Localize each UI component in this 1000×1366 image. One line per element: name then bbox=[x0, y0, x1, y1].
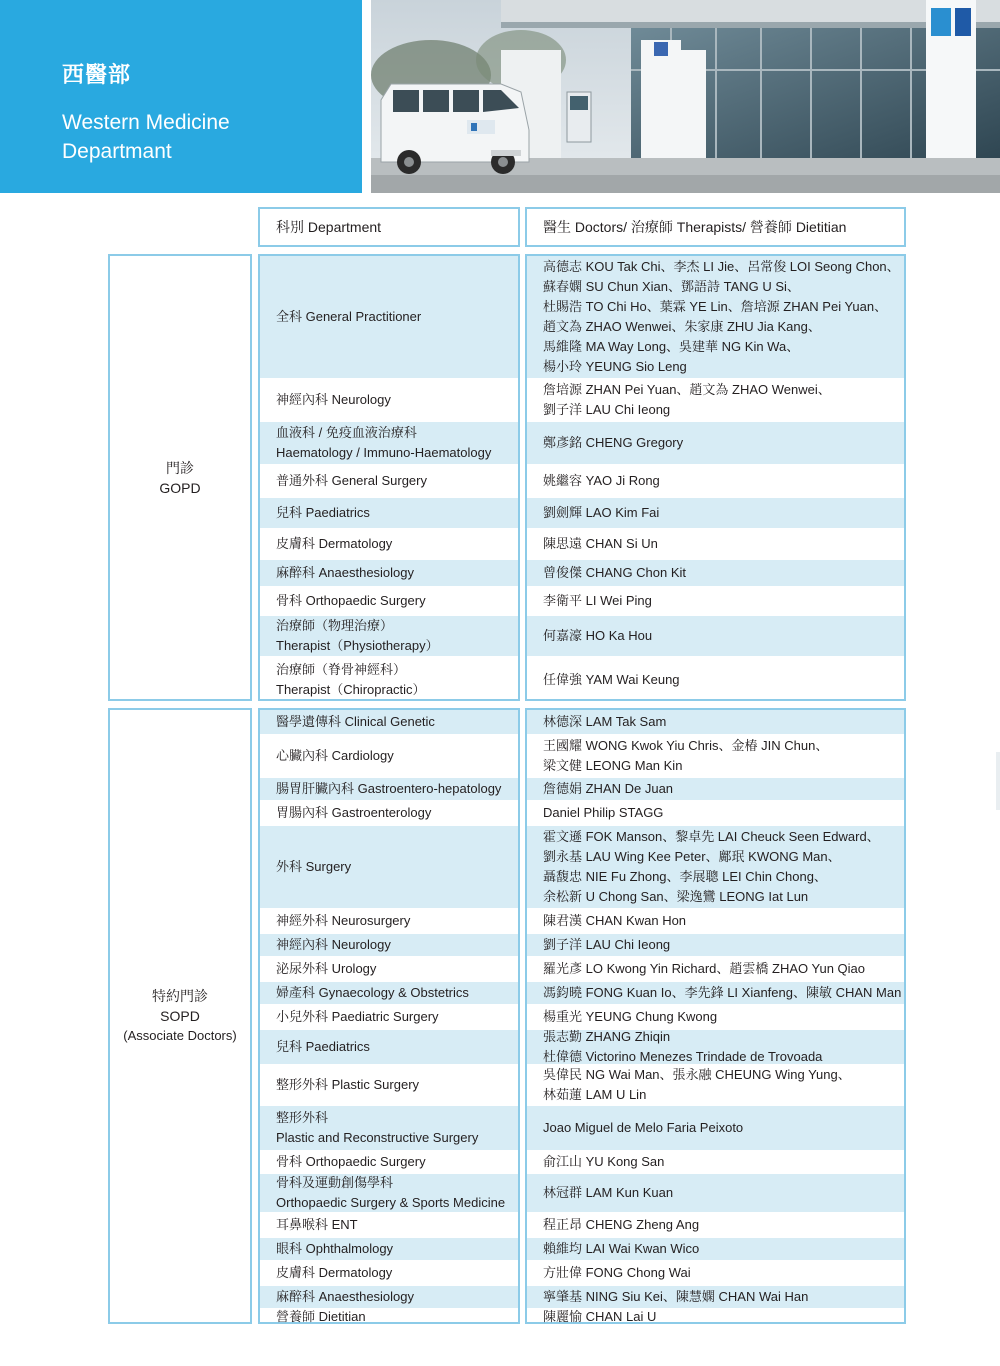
doctor-text bbox=[543, 1287, 808, 1307]
department-text bbox=[276, 1108, 478, 1148]
doctor-row bbox=[527, 1066, 904, 1104]
doctor-line: 霍文遜 FOK Manson、黎卓先 LAI Cheuck Seen Edward、 bbox=[543, 829, 880, 844]
doctor-row bbox=[527, 1152, 904, 1172]
department-text bbox=[276, 471, 427, 491]
doctor-line: 林德深 LAM Tak Sam bbox=[543, 714, 667, 729]
department-row bbox=[260, 1106, 518, 1150]
department-row bbox=[260, 982, 518, 1004]
doctor-text bbox=[543, 1215, 699, 1235]
department-text bbox=[276, 616, 439, 656]
department-line: 治療師（物理治療） bbox=[276, 618, 394, 633]
department-row bbox=[260, 616, 518, 656]
gopd-department-column bbox=[258, 254, 520, 701]
department-row bbox=[260, 1310, 518, 1324]
doctor-text bbox=[543, 626, 652, 646]
department-text bbox=[276, 803, 431, 823]
doctor-text bbox=[543, 433, 683, 453]
department-line: 營養師 Dietitian bbox=[276, 1309, 366, 1324]
doctors-column-header: 醫生 Doctors/ 治療師 Therapists/ 營養師 Dietitian bbox=[525, 207, 906, 247]
department-row bbox=[260, 422, 518, 464]
doctor-row bbox=[527, 1030, 904, 1064]
group-label-chinese: 門診 bbox=[166, 459, 194, 476]
doctor-text bbox=[543, 712, 666, 732]
doctor-row bbox=[527, 1238, 904, 1260]
department-line: Plastic and Reconstructive Surgery bbox=[276, 1130, 479, 1145]
doctor-line: 任偉強 YAM Wai Keung bbox=[543, 671, 680, 687]
department-row bbox=[260, 560, 518, 586]
doctor-row bbox=[527, 380, 904, 420]
doctor-line: 梁文健 LEONG Man Kin bbox=[543, 758, 683, 773]
doctor-text bbox=[543, 257, 900, 377]
department-line: 治療師（脊骨神經科） bbox=[276, 661, 407, 677]
department-line: 外科 Surgery bbox=[276, 859, 352, 874]
doctor-line: 劉劍輝 LAO Kim Fai bbox=[543, 505, 660, 520]
department-line: 皮膚科 Dermatology bbox=[276, 536, 393, 551]
department-row bbox=[260, 1030, 518, 1064]
doctor-text bbox=[543, 983, 901, 1003]
department-text bbox=[276, 660, 426, 700]
doctor-line: 馬維隆 MA Way Long、吳建華 NG Kin Wa、 bbox=[543, 339, 800, 354]
doctor-text bbox=[543, 1263, 691, 1283]
department-row bbox=[260, 1262, 518, 1284]
hero-title-english bbox=[62, 108, 342, 166]
department-text bbox=[276, 1287, 414, 1307]
doctor-line: 林茹蓮 LAM U Lin bbox=[543, 1087, 647, 1102]
department-text bbox=[276, 1215, 358, 1235]
department-row bbox=[260, 1006, 518, 1028]
doctor-row bbox=[527, 982, 904, 1004]
department-line: 神經外科 Neurosurgery bbox=[276, 913, 411, 928]
doctor-row bbox=[527, 466, 904, 496]
doctor-line: 聶馥忠 NIE Fu Zhong、李展聰 LEI Chin Chong、 bbox=[543, 869, 827, 884]
hospital-entrance-illustration bbox=[371, 0, 1000, 193]
doctor-line: 王國耀 WONG Kwok Yiu Chris、金椿 JIN Chun、 bbox=[543, 738, 829, 753]
department-row bbox=[260, 778, 518, 800]
department-text bbox=[276, 911, 410, 931]
department-row bbox=[260, 658, 518, 701]
department-line: Therapist（Chiropractic） bbox=[276, 681, 426, 697]
doctor-text bbox=[543, 1027, 822, 1067]
group-label-chinese: 特約門診 bbox=[152, 988, 208, 1004]
doctor-line: 蘇春嫻 SU Chun Xian、鄧語詩 TANG U Si、 bbox=[543, 279, 800, 294]
doctor-row bbox=[527, 588, 904, 614]
department-row bbox=[260, 1286, 518, 1308]
department-text bbox=[276, 563, 414, 583]
doctor-text bbox=[543, 380, 831, 420]
doctor-line: 何嘉濠 HO Ka Hou bbox=[543, 628, 653, 643]
department-row bbox=[260, 1066, 518, 1104]
doctor-line: 陳麗愉 CHAN Lai U bbox=[543, 1309, 657, 1324]
doctor-line: 寧肇基 NING Siu Kei、陳慧嫻 CHAN Wai Han bbox=[543, 1289, 809, 1304]
department-line: 皮膚科 Dermatology bbox=[276, 1265, 393, 1280]
doctor-row bbox=[527, 1214, 904, 1236]
doctor-line: 詹德娟 ZHAN De Juan bbox=[543, 781, 674, 796]
department-text bbox=[276, 307, 421, 327]
doctor-line: 余松新 U Chong San、梁逸鸞 LEONG Iat Lun bbox=[543, 889, 809, 904]
department-row bbox=[260, 934, 518, 956]
doctor-line: 陳君漢 CHAN Kwan Hon bbox=[543, 913, 687, 928]
department-line: 泌尿外科 Urology bbox=[276, 961, 377, 976]
department-line: 心臟內科 Cardiology bbox=[276, 748, 394, 763]
doctor-row bbox=[527, 658, 904, 701]
department-line: 麻醉科 Anaesthesiology bbox=[276, 1289, 415, 1304]
department-text bbox=[276, 1075, 419, 1095]
doctor-row bbox=[527, 1006, 904, 1028]
hero-title-panel bbox=[0, 0, 362, 193]
doctor-text bbox=[543, 827, 880, 907]
department-text bbox=[276, 959, 376, 979]
department-row bbox=[260, 380, 518, 420]
department-row bbox=[260, 1174, 518, 1212]
doctor-line: 鄭彥銘 CHENG Gregory bbox=[543, 435, 684, 450]
doctor-line: 楊重光 YEUNG Chung Kwong bbox=[543, 1009, 718, 1024]
department-text bbox=[276, 712, 435, 732]
doctor-row bbox=[527, 1310, 904, 1324]
doctor-line: 高德志 KOU Tak Chi、李杰 LI Jie、呂常俊 LOI Seong Chon、 bbox=[543, 259, 900, 274]
department-row bbox=[260, 1152, 518, 1172]
doctor-line: 劉子洋 LAU Chi Ieong bbox=[543, 937, 671, 952]
department-line: 神經內科 Neurology bbox=[276, 392, 391, 407]
department-text bbox=[276, 591, 426, 611]
doctor-text bbox=[543, 1152, 664, 1172]
doctor-row bbox=[527, 958, 904, 980]
department-line: 婦產科 Gynaecology & Obstetrics bbox=[276, 985, 469, 1000]
department-line: 小兒外科 Paediatric Surgery bbox=[276, 1009, 439, 1024]
department-text bbox=[276, 857, 351, 877]
doctor-text bbox=[543, 779, 673, 799]
group-label-note: (Associate Doctors) bbox=[123, 1028, 237, 1043]
doctor-row bbox=[527, 910, 904, 932]
department-text bbox=[276, 1152, 426, 1172]
doctor-line: 張志勤 ZHANG Zhiqin bbox=[543, 1029, 671, 1044]
department-line: 兒科 Paediatrics bbox=[276, 1039, 370, 1054]
department-row bbox=[260, 588, 518, 614]
doctor-line: 方壯偉 FONG Chong Wai bbox=[543, 1265, 691, 1280]
doctor-text bbox=[543, 670, 680, 690]
doctor-row bbox=[527, 736, 904, 776]
doctor-row bbox=[527, 1174, 904, 1212]
department-text bbox=[276, 1263, 392, 1283]
doctor-line: 馮鈞曉 FONG Kuan Io、李先鋒 LI Xianfeng、陳敏 CHAN Man bbox=[543, 985, 902, 1000]
group-label-sopd bbox=[108, 708, 252, 1324]
doctor-line: 趙文為 ZHAO Wenwei、朱家康 ZHU Jia Kang、 bbox=[543, 319, 821, 334]
doctor-line: 曾俊傑 CHANG Chon Kit bbox=[543, 565, 687, 580]
doctor-line: 詹培源 ZHAN Pei Yuan、趙文為 ZHAO Wenwei、 bbox=[543, 382, 831, 397]
hero-title-chinese: 西醫部 bbox=[62, 62, 132, 87]
gopd-doctors-column bbox=[525, 254, 906, 701]
department-row bbox=[260, 466, 518, 496]
department-text bbox=[276, 779, 501, 799]
department-line: 耳鼻喉科 ENT bbox=[276, 1217, 358, 1232]
department-row bbox=[260, 1214, 518, 1236]
department-line: 整形外科 Plastic Surgery bbox=[276, 1077, 420, 1092]
doctor-text bbox=[543, 1118, 743, 1138]
department-row bbox=[260, 530, 518, 558]
department-row bbox=[260, 802, 518, 824]
department-line: 麻醉科 Anaesthesiology bbox=[276, 565, 415, 580]
doctor-text bbox=[543, 471, 660, 491]
department-text bbox=[276, 1007, 439, 1027]
doctor-text bbox=[543, 1183, 673, 1203]
department-line: 眼科 Ophthalmology bbox=[276, 1241, 394, 1256]
doctor-text bbox=[543, 1307, 656, 1327]
doctor-line: 賴維均 LAI Wai Kwan Wico bbox=[543, 1241, 700, 1256]
doctor-text bbox=[543, 803, 663, 823]
sopd-doctors-column bbox=[525, 708, 906, 1324]
department-line: Orthopaedic Surgery & Sports Medicine bbox=[276, 1195, 506, 1210]
hospital-entrance-photo bbox=[371, 0, 1000, 193]
doctor-row bbox=[527, 826, 904, 908]
group-label-english: GOPD bbox=[159, 479, 201, 496]
doctor-text bbox=[543, 591, 652, 611]
doctor-text bbox=[543, 1239, 699, 1259]
doctor-line: 陳思遠 CHAN Si Un bbox=[543, 536, 658, 551]
department-row bbox=[260, 910, 518, 932]
doctor-line: 楊小玲 YEUNG Sio Leng bbox=[543, 359, 687, 374]
doctor-text bbox=[543, 1007, 717, 1027]
doctor-row bbox=[527, 616, 904, 656]
doctor-line: 杜偉德 Victorino Menezes Trindade de Trovoada bbox=[543, 1049, 823, 1064]
doctor-line: 杜賜浩 TO Chi Ho、葉霖 YE Lin、詹培源 ZHAN Pei Yuan、 bbox=[543, 299, 888, 314]
doctor-line: 姚繼容 YAO Ji Rong bbox=[543, 473, 660, 488]
doctor-line: Joao Miguel de Melo Faria Peixoto bbox=[543, 1120, 744, 1135]
doctor-line: 羅光彥 LO Kwong Yin Richard、趙雲橋 ZHAO Yun Qiao bbox=[543, 961, 865, 976]
doctor-row bbox=[527, 530, 904, 558]
doctor-row bbox=[527, 256, 904, 378]
department-text bbox=[276, 935, 391, 955]
doctor-row bbox=[527, 1286, 904, 1308]
doctor-text bbox=[543, 503, 659, 523]
doctor-text bbox=[543, 911, 686, 931]
doctor-line: 吳偉民 NG Wai Man、張永融 CHEUNG Wing Yung、 bbox=[543, 1067, 851, 1082]
sopd-department-column bbox=[258, 708, 520, 1324]
department-row bbox=[260, 736, 518, 776]
doctor-text bbox=[543, 534, 658, 554]
doctor-row bbox=[527, 710, 904, 734]
doctor-row bbox=[527, 802, 904, 824]
department-line: 骨科及運動創傷學科 bbox=[276, 1175, 394, 1190]
department-line: 普通外科 General Surgery bbox=[276, 473, 427, 488]
doctor-row bbox=[527, 422, 904, 464]
doctor-row bbox=[527, 498, 904, 528]
department-text bbox=[276, 1307, 366, 1327]
department-line: Haematology / Immuno-Haematology bbox=[276, 445, 492, 460]
doctor-row bbox=[527, 1262, 904, 1284]
department-column-header: 科別 Department bbox=[258, 207, 520, 247]
department-row bbox=[260, 958, 518, 980]
department-line: 醫學遺傳科 Clinical Genetic bbox=[276, 714, 435, 729]
department-line: 全科 General Practitioner bbox=[276, 309, 422, 324]
department-text bbox=[276, 983, 469, 1003]
hero-banner bbox=[0, 0, 1000, 193]
doctor-line: 劉子洋 LAU Chi Ieong bbox=[543, 402, 671, 417]
doctor-text bbox=[543, 736, 828, 776]
doctor-text bbox=[543, 563, 686, 583]
doctor-row bbox=[527, 560, 904, 586]
department-text bbox=[276, 534, 392, 554]
department-line: 腸胃肝臟內科 Gastroentero-hepatology bbox=[276, 781, 502, 796]
department-row bbox=[260, 1238, 518, 1260]
group-label-english: SOPD bbox=[160, 1008, 200, 1024]
doctor-line: Daniel Philip STAGG bbox=[543, 805, 664, 820]
department-line: 整形外科 bbox=[276, 1110, 329, 1125]
department-text bbox=[276, 1239, 393, 1259]
department-line: 血液科 / 免疫血液治療科 bbox=[276, 425, 417, 440]
doctor-row bbox=[527, 934, 904, 956]
department-line: 兒科 Paediatrics bbox=[276, 505, 370, 520]
page-edge-marker bbox=[996, 752, 1000, 810]
department-row bbox=[260, 498, 518, 528]
department-row bbox=[260, 710, 518, 734]
department-text bbox=[276, 746, 394, 766]
hero-title-english-line2: Departmant bbox=[62, 140, 172, 163]
hero-title-english-line1: Western Medicine bbox=[62, 111, 230, 134]
doctor-line: 李衛平 LI Wei Ping bbox=[543, 593, 652, 608]
doctor-text bbox=[543, 959, 865, 979]
doctor-text bbox=[543, 1065, 851, 1105]
department-text bbox=[276, 1173, 505, 1213]
department-text bbox=[276, 1037, 370, 1057]
department-line: Therapist（Physiotherapy） bbox=[276, 638, 439, 653]
department-text bbox=[276, 503, 370, 523]
doctor-line: 林冠群 LAM Kun Kuan bbox=[543, 1185, 674, 1200]
department-text bbox=[276, 390, 391, 410]
department-line: 胃腸內科 Gastroenterology bbox=[276, 805, 432, 820]
doctor-line: 程正昂 CHENG Zheng Ang bbox=[543, 1217, 700, 1232]
doctor-text bbox=[543, 935, 670, 955]
department-line: 神經內科 Neurology bbox=[276, 937, 391, 952]
doctor-row bbox=[527, 1106, 904, 1150]
doctor-line: 劉永基 LAU Wing Kee Peter、鄺珉 KWONG Man、 bbox=[543, 849, 841, 864]
department-line: 骨科 Orthopaedic Surgery bbox=[276, 593, 426, 608]
group-label-gopd bbox=[108, 254, 252, 701]
department-row bbox=[260, 256, 518, 378]
doctor-row bbox=[527, 778, 904, 800]
department-line: 骨科 Orthopaedic Surgery bbox=[276, 1154, 426, 1169]
department-row bbox=[260, 826, 518, 908]
doctor-line: 俞江山 YU Kong San bbox=[543, 1154, 665, 1169]
department-text bbox=[276, 423, 491, 463]
